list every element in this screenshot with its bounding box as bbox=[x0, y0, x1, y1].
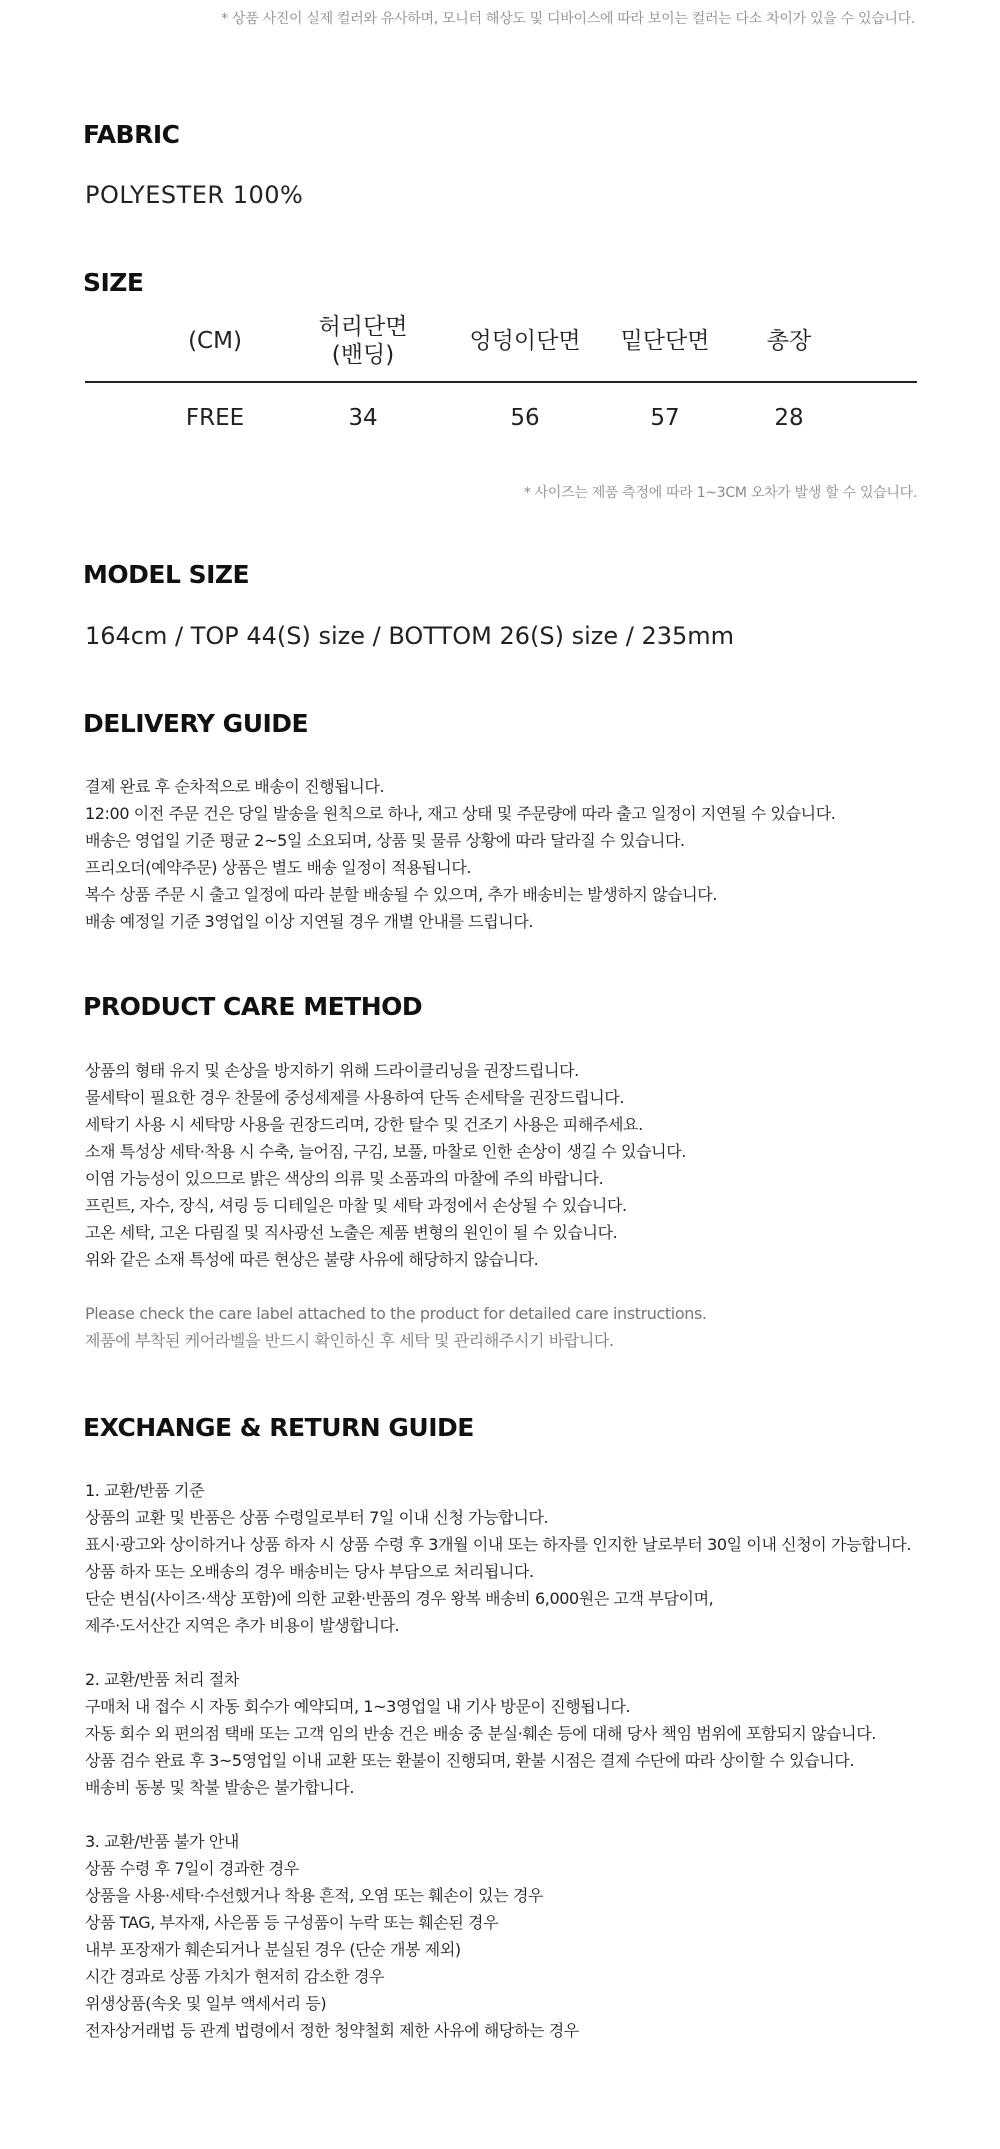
care-note-line: 제품에 부착된 케어라벨을 반드시 확인하신 후 세탁 및 관리해주시기 바랍니다. bbox=[85, 1331, 614, 1350]
model-size-value: 164cm / TOP 44(S) size / BOTTOM 26(S) size / 235mm bbox=[85, 622, 735, 650]
size-header-length: 총장 bbox=[766, 328, 812, 354]
care-label-notes bbox=[85, 1300, 707, 1354]
delivery-line: 12:00 이전 주문 건은 당일 발송을 원칙으로 하나, 재고 상태 및 주문량에 따라 출고 일정이 지연될 수 있습니다. bbox=[85, 804, 836, 823]
fabric-value: POLYESTER 100% bbox=[85, 181, 304, 209]
exchange-heading: EXCHANGE & RETURN GUIDE bbox=[83, 1413, 474, 1442]
exchange-line: 구매처 내 접수 시 자동 회수가 예약되며, 1~3영업일 내 기사 방문이 진행됩니다. bbox=[85, 1697, 631, 1716]
care-text bbox=[85, 1057, 686, 1273]
size-row-free-hem: 57 bbox=[650, 405, 680, 431]
exchange-line: 상품 수령 후 7일이 경과한 경우 bbox=[85, 1859, 299, 1878]
delivery-line: 프리오더(예약주문) 상품은 별도 배송 일정이 적용됩니다. bbox=[85, 858, 472, 877]
delivery-line: 결제 완료 후 순차적으로 배송이 진행됩니다. bbox=[85, 777, 385, 796]
size-table-divider bbox=[85, 381, 917, 383]
size-row-free-hip: 56 bbox=[510, 405, 540, 431]
color-disclaimer-note: * 상품 사진이 실제 컬러와 유사하며, 모니터 해상도 및 디바이스에 따라 보이는 컬러는 다소 차이가 있을 수 있습니다. bbox=[221, 11, 915, 27]
delivery-line: 배송 예정일 기준 3영업일 이상 지연될 경우 개별 안내를 드립니다. bbox=[85, 912, 534, 931]
care-line: 세탁기 사용 시 세탁망 사용을 권장드리며, 강한 탈수 및 건조기 사용은 피해주세요. bbox=[85, 1115, 643, 1134]
exchange-line: 자동 회수 외 편의점 택배 또는 고객 임의 반송 건은 배송 중 분실·훼손 등에 대해 당사 책임 범위에 포함되지 않습니다. bbox=[85, 1724, 876, 1743]
exchange-line: 상품 검수 완료 후 3~5영업일 이내 교환 또는 환불이 진행되며, 환불 시점은 결제 수단에 따라 상이할 수 있습니다. bbox=[85, 1751, 855, 1770]
care-line: 고온 세탁, 고온 다림질 및 직사광선 노출은 제품 변형의 원인이 될 수 있습니다. bbox=[85, 1223, 618, 1242]
delivery-text bbox=[85, 773, 835, 935]
exchange-spacer bbox=[85, 1639, 911, 1666]
delivery-line: 배송은 영업일 기준 평균 2~5일 소요되며, 상품 및 물류 상황에 따라 달라질 수 있습니다. bbox=[85, 831, 685, 850]
size-tolerance-note: * 사이즈는 제품 측정에 따라 1~3CM 오차가 발생 할 수 있습니다. bbox=[523, 485, 917, 501]
exchange-line: 표시·광고와 상이하거나 상품 하자 시 상품 수령 후 3개월 이내 또는 하자를 인지한 날로부터 30일 이내 신청이 가능합니다. bbox=[85, 1535, 912, 1554]
exchange-line: 상품 TAG, 부자재, 사은품 등 구성품이 누락 또는 훼손된 경우 bbox=[85, 1913, 499, 1932]
exchange-line: 위생상품(속옷 및 일부 액세서리 등) bbox=[85, 1994, 327, 2013]
exchange-section-title: 2. 교환/반품 처리 절차 bbox=[85, 1670, 239, 1689]
size-row-free-length: 28 bbox=[774, 405, 804, 431]
exchange-line: 단순 변심(사이즈·색상 포함)에 의한 교환·반품의 경우 왕복 배송비 6,000원은 고객 부담이며, bbox=[85, 1589, 714, 1608]
size-header-hip: 엉덩이단면 bbox=[469, 328, 581, 354]
care-heading: PRODUCT CARE METHOD bbox=[83, 992, 423, 1021]
care-line: 물세탁이 필요한 경우 찬물에 중성세제를 사용하여 단독 손세탁을 권장드립니다. bbox=[85, 1088, 625, 1107]
care-line: 위와 같은 소재 특성에 따른 현상은 불량 사유에 해당하지 않습니다. bbox=[85, 1250, 539, 1269]
size-header-waist: 허리단면 (밴딩) bbox=[318, 314, 408, 368]
size-table bbox=[85, 314, 917, 450]
size-header-unit: (CM) bbox=[188, 328, 242, 354]
exchange-line: 배송비 동봉 및 착불 발송은 불가합니다. bbox=[85, 1778, 355, 1797]
exchange-line: 상품을 사용·세탁·수선했거나 착용 흔적, 오염 또는 훼손이 있는 경우 bbox=[85, 1886, 544, 1905]
exchange-spacer bbox=[85, 1801, 911, 1828]
exchange-line: 전자상거래법 등 관계 법령에서 정한 청약철회 제한 사유에 해당하는 경우 bbox=[85, 2021, 579, 2040]
delivery-line: 복수 상품 주문 시 출고 일정에 따라 분할 배송될 수 있으며, 추가 배송비는 발생하지 않습니다. bbox=[85, 885, 718, 904]
size-row-free-label: FREE bbox=[185, 405, 245, 431]
fabric-heading: FABRIC bbox=[83, 120, 180, 149]
exchange-line: 상품의 교환 및 반품은 상품 수령일로부터 7일 이내 신청 가능합니다. bbox=[85, 1508, 549, 1527]
size-heading: SIZE bbox=[83, 268, 144, 297]
delivery-heading: DELIVERY GUIDE bbox=[83, 709, 309, 738]
care-line: 소재 특성상 세탁·착용 시 수축, 늘어짐, 구김, 보풀, 마찰로 인한 손상이 생길 수 있습니다. bbox=[85, 1142, 686, 1161]
care-line: 프린트, 자수, 장식, 셔링 등 디테일은 마찰 및 세탁 과정에서 손상될 수 있습니다. bbox=[85, 1196, 627, 1215]
model-size-heading: MODEL SIZE bbox=[83, 560, 250, 589]
size-row-free-waist: 34 bbox=[348, 405, 378, 431]
exchange-line: 상품 하자 또는 오배송의 경우 배송비는 당사 부담으로 처리됩니다. bbox=[85, 1562, 534, 1581]
exchange-section-title: 3. 교환/반품 불가 안내 bbox=[85, 1832, 239, 1851]
exchange-line: 내부 포장재가 훼손되거나 분실된 경우 (단순 개봉 제외) bbox=[85, 1940, 461, 1959]
care-line: 이염 가능성이 있으므로 밝은 색상의 의류 및 소품과의 마찰에 주의 바랍니다. bbox=[85, 1169, 604, 1188]
exchange-line: 제주·도서산간 지역은 추가 비용이 발생합니다. bbox=[85, 1616, 400, 1635]
exchange-section-title: 1. 교환/반품 기준 bbox=[85, 1481, 205, 1500]
exchange-line: 시간 경과로 상품 가치가 현저히 감소한 경우 bbox=[85, 1967, 385, 1986]
size-header-hem: 밑단단면 bbox=[620, 328, 710, 354]
exchange-text bbox=[85, 1477, 911, 2044]
care-line: 상품의 형태 유지 및 손상을 방지하기 위해 드라이클리닝을 권장드립니다. bbox=[85, 1061, 579, 1080]
care-note-line: Please check the care label attached to the product for detailed care instructions. bbox=[85, 1304, 707, 1323]
